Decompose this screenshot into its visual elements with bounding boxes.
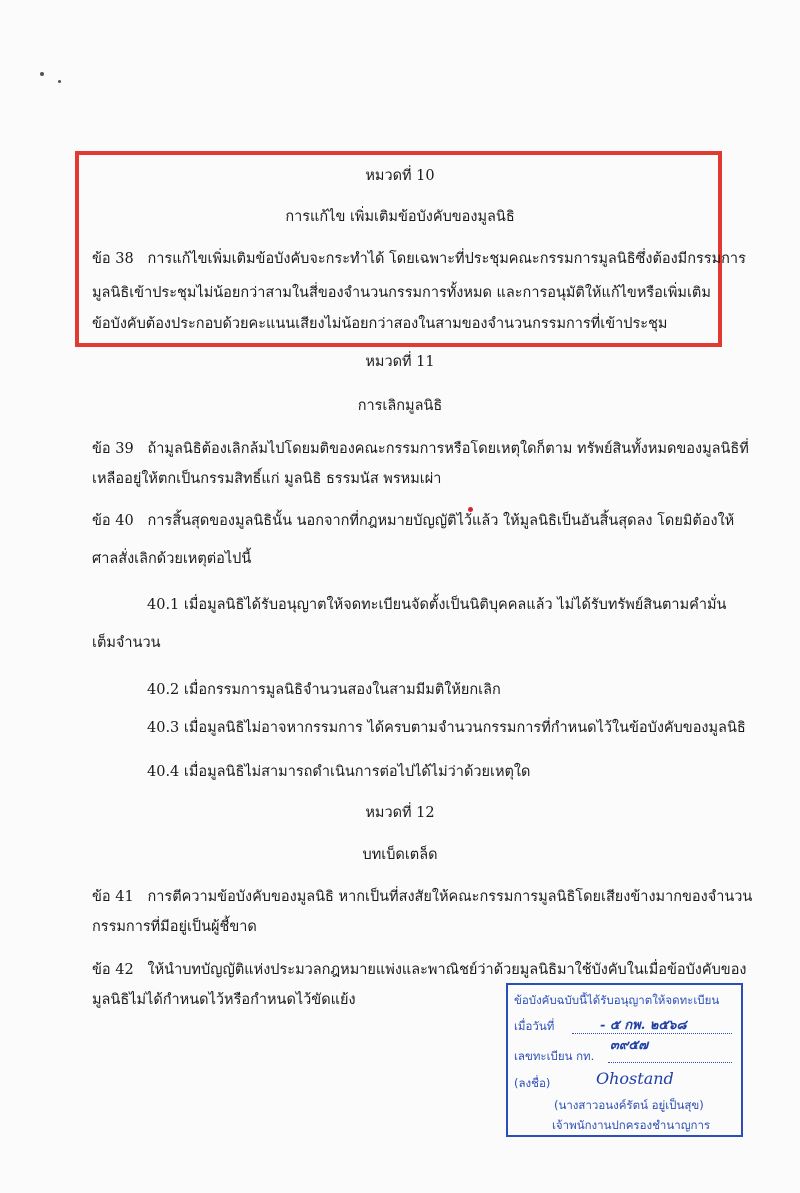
stamp-reg-line [608,1062,732,1063]
article-38-line-2: มูลนิธิเข้าประชุมไม่น้อยกว่าสามในสี่ของจำนวนกรรมการทั้งหมด และการอนุมัติให้แก้ไขหรือเพิ่มเติม [92,285,711,301]
section-12-heading: หมวดที่ 12 [365,805,435,821]
scan-speck [58,80,61,83]
article-40-line-2: ศาลสั่งเลิกด้วยเหตุต่อไปนี้ [92,551,252,567]
section-11-title: การเลิกมูลนิธิ [357,398,443,414]
article-number: ข้อ 40 [92,513,134,529]
stamp-date-label: เมื่อวันที่ [514,1019,555,1033]
article-text: ถ้ามูลนิธิต้องเลิกล้มไปโดยมติของคณะกรรมการหรือโดยเหตุใดก็ตาม ทรัพย์สินทั้งหมดของมูลนิธิที่ [147,441,749,457]
article-42-line-2: มูลนิธิไม่ได้กำหนดไว้หรือกำหนดไว้ขัดแย้ง [92,992,356,1008]
stamp-reg-value: ๓๙๕๗ [610,1038,649,1053]
stamp-date-value: - ๕ กพ. ๒๕๖๘ [600,1018,687,1033]
registration-stamp [506,983,743,1137]
item-40-2: 40.2 เมื่อกรรมการมูลนิธิจำนวนสองในสามมีมติให้ยกเลิก [147,682,501,698]
item-40-1-line-1: 40.1 เมื่อมูลนิธิได้รับอนุญาตให้จดทะเบียนจัดตั้งเป็นนิติบุคคลแล้ว ไม่ได้รับทรัพย์สินตามคำมั่น [147,597,727,613]
article-41-line-2: กรรมการที่มีอยู่เป็นผู้ชี้ขาด [92,919,257,935]
item-40-1-line-2: เต็มจำนวน [92,635,161,651]
article-number: ข้อ 42 [92,962,134,978]
article-38-line-3: ข้อบังคับต้องประกอบด้วยคะแนนเสียงไม่น้อยกว่าสองในสามของจำนวนกรรมการที่เข้าประชุม [92,316,668,332]
stamp-officer-name: (นางสาวอนงค์รัตน์ อยู่เป็นสุข) [554,1098,704,1112]
article-text: การสิ้นสุดของมูลนิธินั้น นอกจากที่กฎหมายบัญญัติไว้แล้ว ให้มูลนิธิเป็นอันสิ้นสุดลง โดยมิต้องให้ [147,513,735,529]
article-39-line-2: เหลืออยู่ให้ตกเป็นกรรมสิทธิ์แก่ มูลนิธิ ธรรมนัส พรหมเผ่า [92,471,442,487]
article-40-line-1 [92,511,734,531]
article-39-line-1 [92,439,749,459]
article-text: ให้นำบทบัญญัติแห่งประมวลกฎหมายแพ่งและพาณิชย์ว่าด้วยมูลนิธิมาใช้บังคับในเมื่อข้อบังคับของ [147,962,747,978]
item-40-3: 40.3 เมื่อมูลนิธิไม่อาจหากรรมการ ได้ครบตามจำนวนกรรมการที่กำหนดไว้ในข้อบังคับของมูลนิธิ [147,720,746,736]
article-number: ข้อ 38 [92,251,134,267]
section-10-title: การแก้ไข เพิ่มเติมข้อบังคับของมูลนิธิ [285,209,515,225]
stamp-reg-label: เลขทะเบียน กท. [514,1049,595,1063]
article-38-line-1 [92,249,746,269]
article-42-line-1 [92,960,747,980]
scan-speck [40,72,44,76]
section-12-title: บทเบ็ดเตล็ด [362,847,438,863]
section-10-heading: หมวดที่ 10 [365,168,435,184]
article-41-line-1 [92,887,752,907]
article-number: ข้อ 41 [92,889,134,905]
stamp-officer-position: เจ้าพนักงานปกครองชำนาญการ [552,1118,711,1132]
stamp-signature: Ohostand [596,1069,674,1088]
article-text: การแก้ไขเพิ่มเติมข้อบังคับจะกระทำได้ โดยเฉพาะที่ประชุมคณะกรรมการมูลนิธิซึ่งต้องมีกรรมการ [147,251,746,267]
section-11-heading: หมวดที่ 11 [365,354,435,370]
stamp-sign-label: (ลงชื่อ) [514,1076,551,1090]
item-40-4: 40.4 เมื่อมูลนิธิไม่สามารถดำเนินการต่อไปได้ไม่ว่าด้วยเหตุใด [147,764,531,780]
stamp-header: ข้อบังคับฉบับนี้ได้รับอนุญาตให้จดทะเบียน [514,993,720,1007]
article-number: ข้อ 39 [92,441,134,457]
article-text: การตีความข้อบังคับของมูลนิธิ หากเป็นที่สงสัยให้คณะกรรมการมูลนิธิโดยเสียงข้างมากของจำนวน [147,889,753,905]
